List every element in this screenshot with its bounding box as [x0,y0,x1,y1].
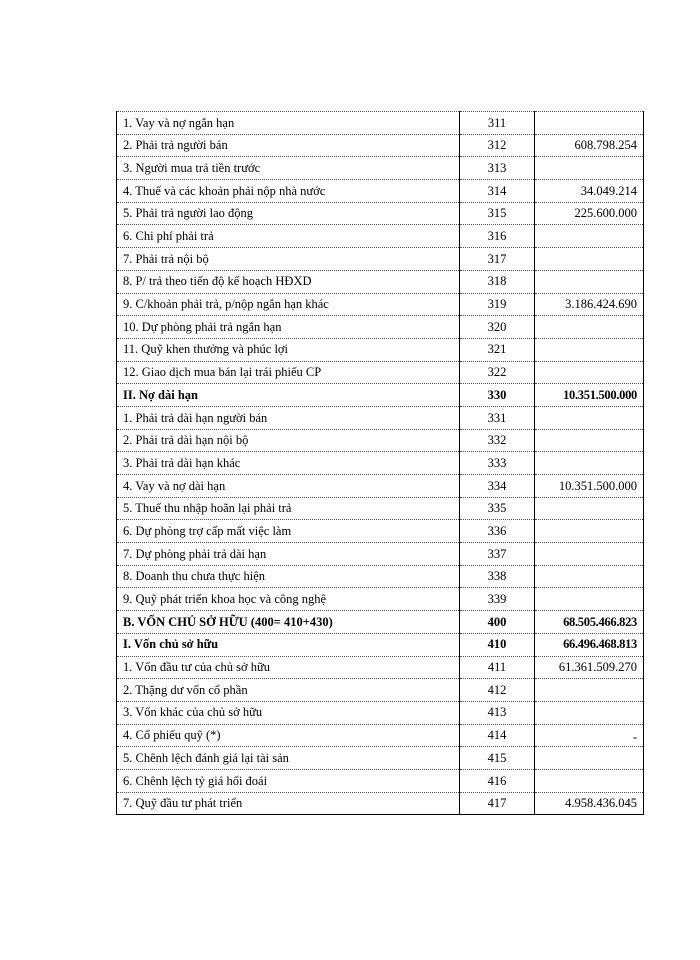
row-item-name: B. VỐN CHỦ SỞ HỮU (400= 410+430) [117,611,460,634]
row-item-code: 322 [460,361,535,384]
row-item-amount: 68.505.466.823 [535,611,644,634]
row-item-name: 5. Thuế thu nhập hoãn lại phải trả [117,497,460,520]
row-item-amount [535,270,644,293]
row-item-name: 3. Người mua trả tiền trước [117,157,460,180]
row-item-amount [535,747,644,770]
row-item-name: 2. Phải trả người bán [117,134,460,157]
row-item-amount: - [535,724,644,747]
row-item-amount [535,679,644,702]
row-item-name: 12. Giao dịch mua bán lại trái phiếu CP [117,361,460,384]
row-item-amount [535,565,644,588]
table-row [117,724,644,747]
table-row [117,338,644,361]
table-row [117,565,644,588]
row-item-code: 319 [460,293,535,316]
row-item-amount [535,543,644,566]
row-item-code: 316 [460,225,535,248]
row-item-code: 338 [460,565,535,588]
row-item-name: 9. Quỹ phát triển khoa học và công nghệ [117,588,460,611]
table-row [117,543,644,566]
row-item-amount [535,112,644,135]
row-item-name: 4. Cổ phiếu quỹ (*) [117,724,460,747]
row-item-name: 1. Vay và nợ ngắn hạn [117,112,460,135]
table-row [117,112,644,135]
row-item-name: 2. Phải trả dài hạn nội bộ [117,429,460,452]
table-row [117,316,644,339]
row-item-amount [535,406,644,429]
row-item-name: 8. P/ trả theo tiến độ kế hoạch HĐXD [117,270,460,293]
row-item-code: 313 [460,157,535,180]
row-item-code: 311 [460,112,535,135]
row-item-name: 3. Phải trả dài hạn khác [117,452,460,475]
row-item-amount [535,520,644,543]
row-item-amount [535,338,644,361]
table-row [117,384,644,407]
table-row [117,202,644,225]
row-item-code: 320 [460,316,535,339]
row-item-code: 321 [460,338,535,361]
table-row [117,475,644,498]
row-item-code: 413 [460,701,535,724]
row-item-code: 332 [460,429,535,452]
table-row [117,248,644,271]
table-row [117,157,644,180]
row-item-name: 7. Quỹ đầu tư phát triển [117,792,460,815]
row-item-name: 1. Phải trả dài hạn người bán [117,406,460,429]
row-item-code: 400 [460,611,535,634]
row-item-code: 317 [460,248,535,271]
row-item-name: 4. Vay và nợ dài hạn [117,475,460,498]
row-item-amount [535,316,644,339]
table-row [117,656,644,679]
row-item-name: II. Nợ dài hạn [117,384,460,407]
row-item-name: 6. Dự phòng trợ cấp mất việc làm [117,520,460,543]
row-item-amount [535,497,644,520]
row-item-amount: 34.049.214 [535,180,644,203]
row-item-code: 337 [460,543,535,566]
row-item-name: 11. Quỹ khen thưởng và phúc lợi [117,338,460,361]
row-item-code: 312 [460,134,535,157]
row-item-code: 334 [460,475,535,498]
table-row [117,747,644,770]
row-item-code: 314 [460,180,535,203]
balance-sheet-body [117,112,644,815]
row-item-amount [535,225,644,248]
row-item-amount: 61.361.509.270 [535,656,644,679]
row-item-code: 410 [460,633,535,656]
table-row [117,679,644,702]
row-item-code: 414 [460,724,535,747]
row-item-name: 10. Dự phòng phải trả ngắn hạn [117,316,460,339]
table-row [117,452,644,475]
row-item-name: 1. Vốn đầu tư của chủ sở hữu [117,656,460,679]
table-row [117,520,644,543]
row-item-amount [535,248,644,271]
row-item-name: 5. Chênh lệch đánh giá lại tài sản [117,747,460,770]
table-row [117,361,644,384]
row-item-amount: 3.186.424.690 [535,293,644,316]
row-item-name: I. Vốn chủ sở hữu [117,633,460,656]
row-item-code: 333 [460,452,535,475]
row-item-amount: 10.351.500.000 [535,475,644,498]
row-item-amount [535,452,644,475]
row-item-code: 411 [460,656,535,679]
row-item-code: 318 [460,270,535,293]
row-item-amount [535,769,644,792]
row-item-name: 9. C/khoản phải trả, p/nộp ngắn hạn khác [117,293,460,316]
row-item-code: 415 [460,747,535,770]
row-item-code: 330 [460,384,535,407]
table-row [117,497,644,520]
row-item-code: 412 [460,679,535,702]
row-item-name: 8. Doanh thu chưa thực hiện [117,565,460,588]
table-row [117,225,644,248]
row-item-amount [535,157,644,180]
row-item-name: 3. Vốn khác của chủ sở hữu [117,701,460,724]
row-item-amount [535,361,644,384]
row-item-amount [535,588,644,611]
table-row [117,429,644,452]
row-item-code: 417 [460,792,535,815]
row-item-code: 336 [460,520,535,543]
row-item-name: 5. Phải trả người lao động [117,202,460,225]
table-row [117,611,644,634]
row-item-name: 2. Thặng dư vốn cổ phần [117,679,460,702]
row-item-amount: 66.496.468.813 [535,633,644,656]
row-item-amount [535,701,644,724]
row-item-code: 335 [460,497,535,520]
table-row [117,293,644,316]
row-item-amount [535,429,644,452]
row-item-name: 6. Chênh lệch tỷ giá hối đoái [117,769,460,792]
table-row [117,406,644,429]
table-row [117,633,644,656]
table-row [117,588,644,611]
row-item-code: 416 [460,769,535,792]
table-row [117,792,644,815]
row-item-amount: 4.958.436.045 [535,792,644,815]
row-item-code: 331 [460,406,535,429]
balance-sheet-table [116,111,644,815]
table-row [117,134,644,157]
row-item-amount: 10.351.500.000 [535,384,644,407]
row-item-name: 6. Chi phí phải trả [117,225,460,248]
table-row [117,701,644,724]
table-row [117,270,644,293]
row-item-amount: 608.798.254 [535,134,644,157]
row-item-amount: 225.600.000 [535,202,644,225]
row-item-code: 315 [460,202,535,225]
row-item-name: 7. Dự phòng phải trả dài hạn [117,543,460,566]
row-item-name: 7. Phải trả nội bộ [117,248,460,271]
table-row [117,769,644,792]
row-item-name: 4. Thuế và các khoản phải nộp nhà nước [117,180,460,203]
row-item-code: 339 [460,588,535,611]
table-row [117,180,644,203]
